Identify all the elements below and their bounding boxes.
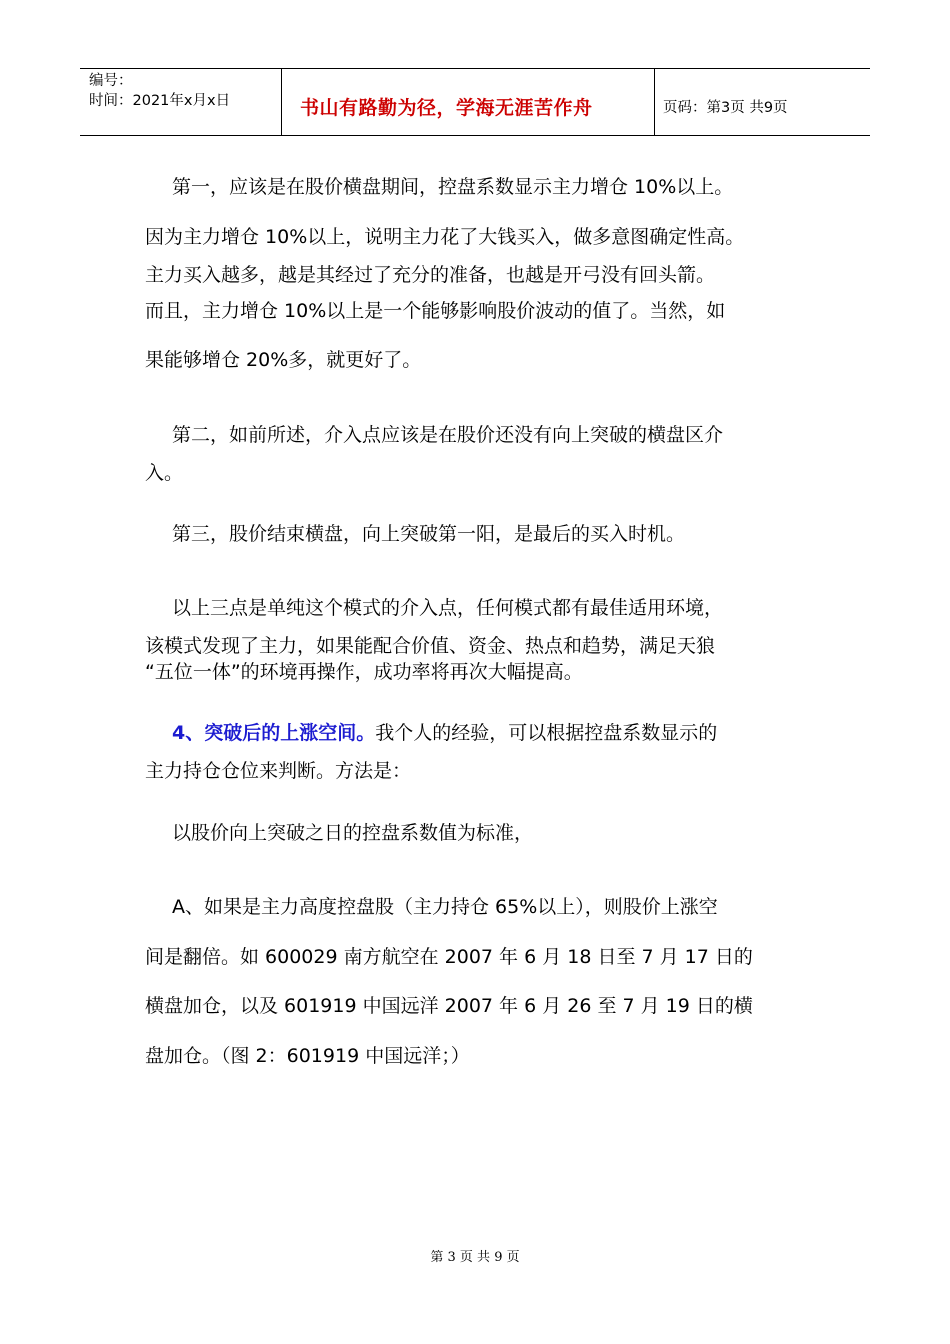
header-page-indicator: 页码：第3页 共9页 (663, 100, 788, 116)
body-line: 入。 (145, 462, 184, 484)
body-line: 而且，主力增仓 10%以上是一个能够影响股价波动的值了。当然，如 (145, 300, 726, 322)
section-4-heading: 4、突破后的上涨空间。 (172, 722, 376, 744)
body-line: A、如果是主力高度控盘股（主力持仓 65%以上），则股价上涨空 (172, 896, 718, 918)
header-motto: 书山有路勤为径，学海无涯苦作舟 (300, 97, 593, 119)
body-line: 该模式发现了主力，如果能配合价值、资金、热点和趋势，满足天狼 (145, 635, 716, 657)
body-line: 以上三点是单纯这个模式的介入点，任何模式都有最佳适用环境， (172, 597, 724, 619)
body-line: 果能够增仓 20%多，就更好了。 (145, 349, 422, 371)
body-line: 第二，如前所述，介入点应该是在股价还没有向上突破的横盘区介 (172, 424, 724, 446)
body-line: 第三，股价结束横盘，向上突破第一阳，是最后的买入时机。 (172, 523, 686, 545)
header-motto-cell (282, 69, 655, 135)
body-line: 因为主力增仓 10%以上，说明主力花了大钱买入，做多意图确定性高。 (145, 226, 745, 248)
body-line: “五位一体”的环境再操作，成功率将再次大幅提高。 (145, 661, 583, 683)
page-footer: 第 3 页 共 9 页 (430, 1250, 520, 1265)
header-left-cell (80, 69, 282, 135)
section-4-line (172, 718, 717, 745)
document-date-label: 时间：2021年x月x日 (89, 93, 231, 109)
body-line: 第一，应该是在股价横盘期间，控盘系数显示主力增仓 10%以上。 (172, 176, 734, 198)
body-line: 盘加仓。（图 2：601919 中国远洋；） (145, 1045, 470, 1067)
body-line: 主力持仓仓位来判断。方法是： (145, 760, 412, 782)
page-header (80, 68, 870, 136)
body-line: 主力买入越多，越是其经过了充分的准备，也越是开弓没有回头箭。 (145, 264, 716, 286)
body-line: 以股价向上突破之日的控盘系数值为标准， (172, 822, 534, 844)
section-4-text: 我个人的经验，可以根据控盘系数显示的 (375, 722, 718, 744)
document-number-label: 编号： (89, 73, 133, 89)
body-line: 横盘加仓，以及 601919 中国远洋 2007 年 6 月 26 至 7 月 19 日的横 (145, 995, 753, 1017)
body-line: 间是翻倍。如 600029 南方航空在 2007 年 6 月 18 日至 7 月 17 日的 (145, 946, 753, 968)
